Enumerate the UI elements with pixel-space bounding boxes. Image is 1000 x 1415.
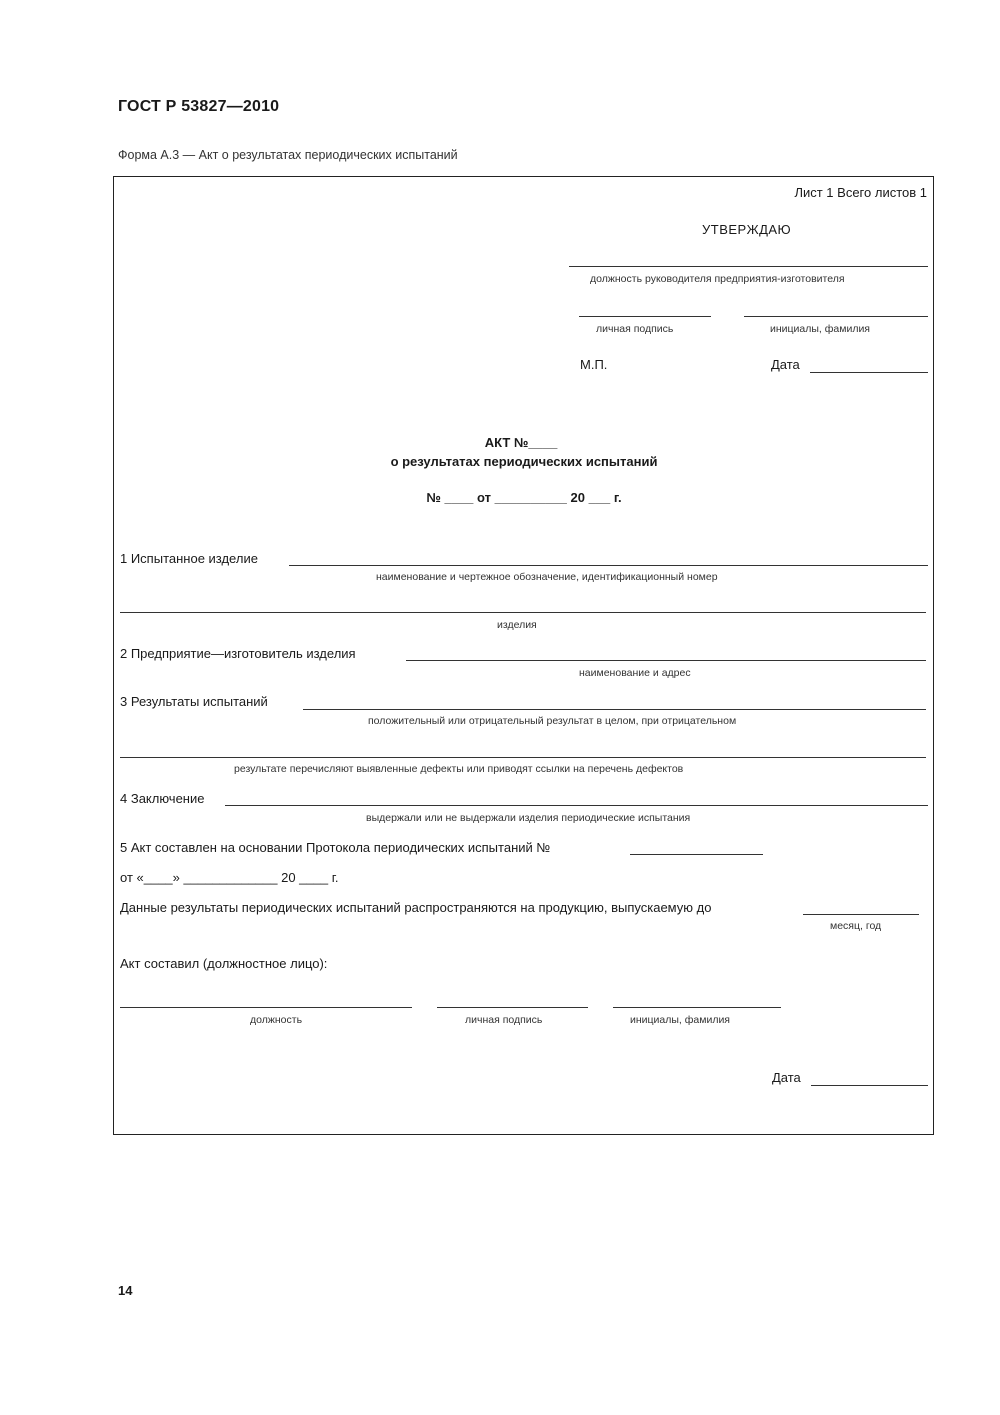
- item1-label: 1 Испытанное изделие: [120, 551, 258, 566]
- approver-position-caption: должность руководителя предприятия-изготовителя: [590, 273, 845, 285]
- item2-line: [406, 660, 926, 661]
- item4-label: 4 Заключение: [120, 791, 205, 806]
- validity-line: [803, 914, 919, 915]
- compiler-name-caption: инициалы, фамилия: [630, 1014, 730, 1026]
- act-number-line: № ____ от __________ 20 ___ г.: [426, 490, 622, 505]
- compiler-name-line: [613, 1007, 781, 1008]
- protocol-number-line: [630, 854, 763, 855]
- item3-caption: положительный или отрицательный результат в целом, при отрицательном: [368, 715, 737, 727]
- validity-caption: месяц, год: [830, 920, 882, 932]
- compiler-signature-caption: личная подпись: [465, 1014, 543, 1026]
- approver-position-line: [569, 266, 928, 267]
- item1-caption2: изделия: [497, 619, 537, 631]
- final-date-line: [811, 1085, 928, 1086]
- stamp-label: М.П.: [580, 357, 608, 372]
- approver-initials-caption: инициалы, фамилия: [770, 323, 870, 335]
- item3-caption2: результате перечисляют выявленные дефекты или приводят ссылки на перечень дефектов: [234, 763, 684, 775]
- sheet-info: Лист 1 Всего листов 1: [794, 185, 927, 200]
- item1-line: [289, 565, 928, 566]
- item5-date: от «____» _____________ 20 ____ г.: [120, 870, 339, 885]
- approver-initials-line: [744, 316, 928, 317]
- item1-line2: [120, 612, 926, 613]
- approve-label: УТВЕРЖДАЮ: [702, 222, 792, 237]
- act-subtitle: о результатах периодических испытаний: [390, 454, 658, 469]
- item4-line: [225, 805, 928, 806]
- item3-line: [303, 709, 926, 710]
- compiled-by-label: Акт составил (должностное лицо):: [120, 956, 328, 971]
- document-title: ГОСТ Р 53827—2010: [118, 98, 280, 115]
- page-number: 14: [118, 1283, 133, 1298]
- item3-label: 3 Результаты испытаний: [120, 694, 268, 709]
- compiler-position-line: [120, 1007, 412, 1008]
- approver-signature-line: [579, 316, 711, 317]
- form-caption: Форма А.3 — Акт о результатах периодических испытаний: [118, 148, 458, 162]
- approve-date-label: Дата: [771, 357, 800, 372]
- approver-signature-caption: личная подпись: [596, 323, 674, 335]
- approve-date-line: [810, 372, 928, 373]
- final-date-label: Дата: [772, 1070, 801, 1085]
- validity-text: Данные результаты периодических испытаний распространяются на продукцию, выпускаемую до: [120, 900, 712, 915]
- compiler-signature-line: [437, 1007, 588, 1008]
- item1-caption: наименование и чертежное обозначение, идентификационный номер: [376, 571, 718, 583]
- item5-text: 5 Акт составлен на основании Протокола периодических испытаний №: [120, 840, 551, 855]
- item4-caption: выдержали или не выдержали изделия периодические испытания: [366, 812, 691, 824]
- item2-caption: наименование и адрес: [579, 667, 691, 679]
- act-title: АКТ №____: [484, 435, 558, 450]
- item3-line2: [120, 757, 926, 758]
- compiler-position-caption: должность: [250, 1014, 303, 1026]
- item2-label: 2 Предприятие—изготовитель изделия: [120, 646, 356, 661]
